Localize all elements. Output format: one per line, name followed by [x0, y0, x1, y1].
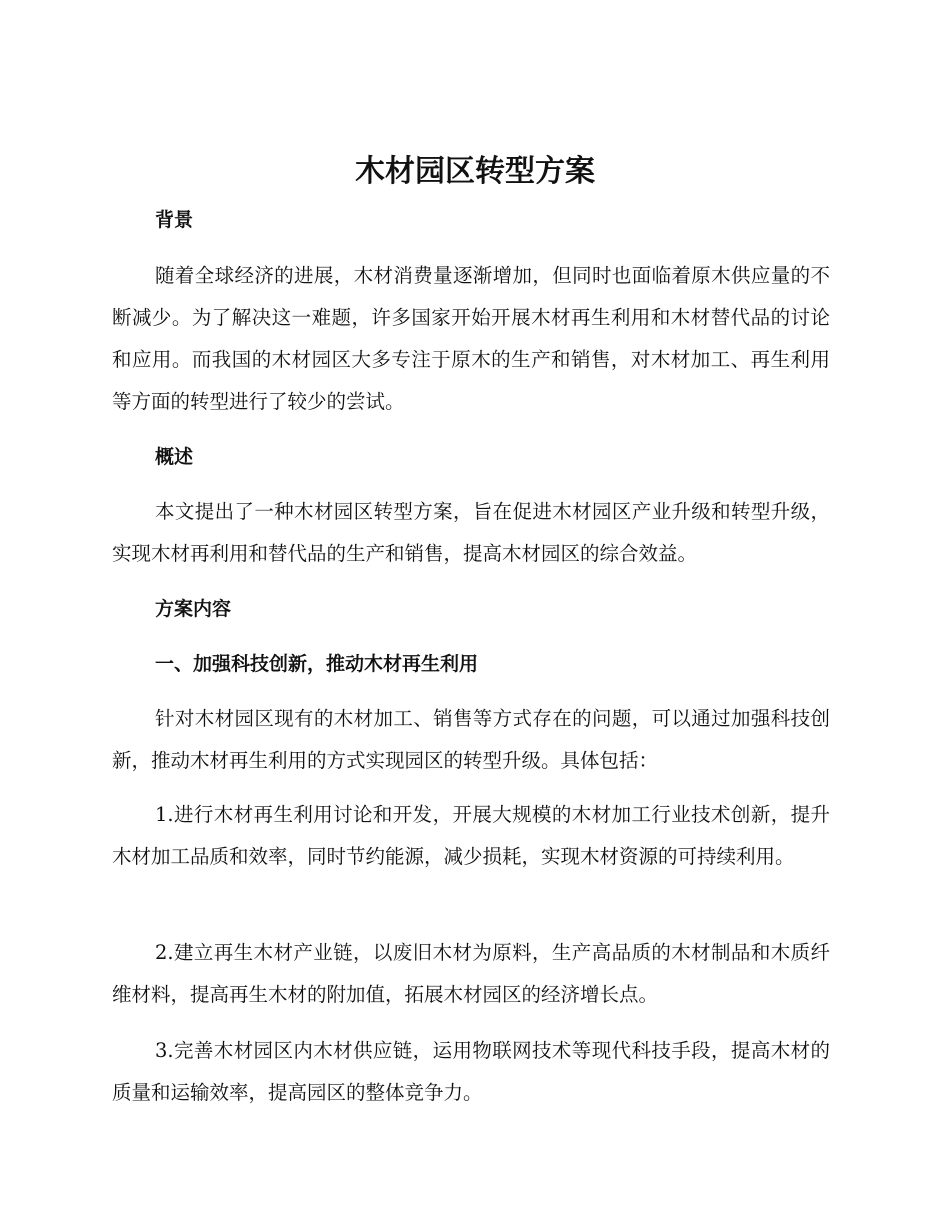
list-item-3: 3.完善木材园区内木材供应链，运用物联网技术等现代科技手段，提高木材的质量和运输效率，提高园区的整体竞争力。 [112, 1039, 830, 1104]
list-item-1: 1.进行木材再生利用讨论和开发，开展大规模的木材加工行业技术创新，提升木材加工品质和效率，同时节约能源，减少损耗，实现木材资源的可持续利用。 [112, 803, 830, 868]
paragraph-plan-intro: 针对木材园区现有的木材加工、销售等方式存在的问题，可以通过加强科技创新，推动木材再生利用的方式实现园区的转型升级。具体包括： [112, 707, 830, 772]
document-title: 木材园区转型方案 [355, 154, 595, 189]
paragraph-overview: 本文提出了一种木材园区转型方案，旨在促进木材园区产业升级和转型升级，实现木材再利用和替代品的生产和销售，提高木材园区的综合效益。 [112, 500, 830, 565]
paragraph-background: 随着全球经济的进展，木材消费量逐渐增加，但同时也面临着原木供应量的不断减少。为了解决这一难题，许多国家开始开展木材再生利用和木材替代品的讨论和应用。而我国的木材园区大多专注于原木的生产和销售，对木材加工、再生利用等方面的转型进行了较少的尝试。 [112, 264, 830, 413]
subsection-heading-1: 一、加强科技创新，推动木材再生利用 [155, 653, 479, 675]
section-heading-plan: 方案内容 [155, 598, 232, 620]
list-item-2: 2.建立再生木材产业链，以废旧木材为原料，生产高品质的木材制品和木质纤维材料，提高再生木材的附加值，拓展木材园区的经济增长点。 [112, 941, 830, 1006]
section-heading-overview: 概述 [155, 446, 194, 468]
section-heading-background: 背景 [155, 209, 194, 231]
